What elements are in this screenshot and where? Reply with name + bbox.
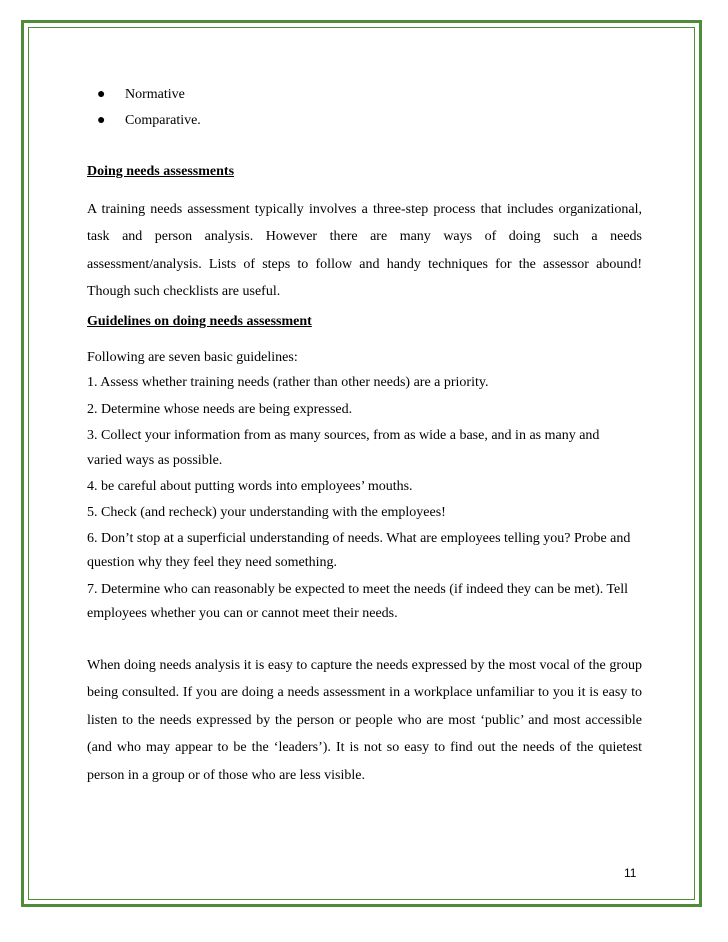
bullet-text: Normative xyxy=(125,87,185,102)
bullet-text: Comparative. xyxy=(125,113,201,128)
bullet-icon: ● xyxy=(97,113,106,128)
section-heading-doing-needs-assessments: Doing needs assessments xyxy=(87,164,235,179)
list-item: 6. Don’t stop at a superficial understanding of needs. What are employees telling you? Probe and xyxy=(87,531,631,546)
list-item: employees whether you can or cannot meet their needs. xyxy=(87,606,398,621)
list-item: 2. Determine whose needs are being expressed. xyxy=(87,402,353,417)
list-item: question why they feel they need something. xyxy=(87,555,337,570)
section-paragraph: A training needs assessment typically involves a three-step process that includes organizational, task and person analysis. However there are many ways of doing such a needs assessment/analysis. Lists of steps to follow and handy techniques for the assessor abound! Though such checklists are useful. xyxy=(87,202,642,300)
list-item: 7. Determine who can reasonably be expected to meet the needs (if indeed they can be met). Tell xyxy=(87,582,629,597)
list-item: varied ways as possible. xyxy=(87,453,223,468)
page-number: 11 xyxy=(624,866,637,880)
section-heading-guidelines: Guidelines on doing needs assessment xyxy=(87,314,312,329)
list-item: 4. be careful about putting words into employees’ mouths. xyxy=(87,479,413,494)
list-item: 1. Assess whether training needs (rather than other needs) are a priority. xyxy=(87,375,489,390)
list-item: 5. Check (and recheck) your understanding with the employees! xyxy=(87,505,446,520)
list-item: 3. Collect your information from as many sources, from as wide a base, and in as many and xyxy=(87,428,600,443)
closing-paragraph: When doing needs analysis it is easy to capture the needs expressed by the most vocal of the group being consulted. If you are doing a needs assessment in a workplace unfamiliar to you it is easy to listen to the needs expressed by the person or people who are most ‘public’ and most accessible (and who may appear to be the ‘leaders’). It is not so easy to find out the needs of the quietest person in a group or of those who are less visible. xyxy=(87,658,642,783)
bullet-icon: ● xyxy=(97,87,106,102)
list-item: Following are seven basic guidelines: xyxy=(87,350,298,365)
